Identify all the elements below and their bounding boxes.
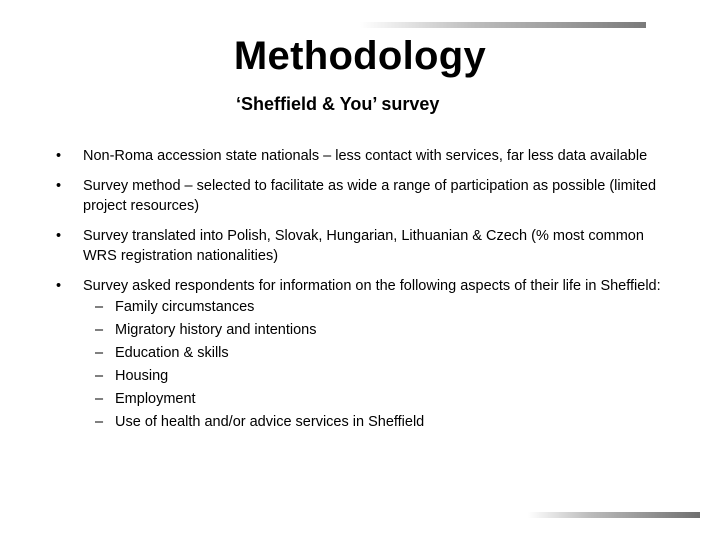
aspect-item xyxy=(83,342,676,365)
aspect-item xyxy=(83,388,676,411)
dash-icon: – xyxy=(95,368,104,384)
bullet-item xyxy=(56,226,676,266)
dash-icon: – xyxy=(95,322,104,338)
aspect-text: Migratory history and intentions xyxy=(115,322,317,338)
aspect-text: Housing xyxy=(115,368,169,384)
bullet-icon: • xyxy=(56,178,62,194)
bullet-icon: • xyxy=(56,148,62,164)
aspect-item xyxy=(83,411,676,434)
aspect-list xyxy=(83,296,676,434)
bullet-list xyxy=(56,146,676,434)
bullet-text: Survey translated into Polish, Slovak, Hungarian, Lithuanian & Czech (% most common WRS registration nationalities) xyxy=(83,228,644,264)
top-decorative-rule xyxy=(360,22,646,28)
dash-icon: – xyxy=(95,299,104,315)
bullet-text: Survey method – selected to facilitate as wide a range of participation as possible (limited project resources) xyxy=(83,178,657,214)
dash-icon: – xyxy=(95,414,104,430)
bullet-item xyxy=(56,176,676,216)
bullet-icon: • xyxy=(56,228,62,244)
aspect-item xyxy=(83,365,676,388)
bullet-text: Non-Roma accession state nationals – less contact with services, far less data available xyxy=(83,148,648,164)
bullet-icon: • xyxy=(56,278,62,294)
slide-subtitle: ‘Sheffield & You’ survey xyxy=(236,94,440,114)
dash-icon: – xyxy=(95,391,104,407)
aspect-text: Use of health and/or advice services in Sheffield xyxy=(115,414,425,430)
bullet-item xyxy=(56,276,676,434)
slide-title: Methodology xyxy=(233,34,487,78)
bottom-decorative-rule xyxy=(528,512,700,518)
bullet-item xyxy=(56,146,676,166)
aspect-text: Education & skills xyxy=(115,345,229,361)
bullet-text: Survey asked respondents for information on the following aspects of their life in Sheffield: xyxy=(83,278,661,294)
aspect-item xyxy=(83,319,676,342)
aspect-item xyxy=(83,296,676,319)
aspect-text: Family circumstances xyxy=(115,299,255,315)
dash-icon: – xyxy=(95,345,104,361)
aspect-text: Employment xyxy=(115,391,196,407)
